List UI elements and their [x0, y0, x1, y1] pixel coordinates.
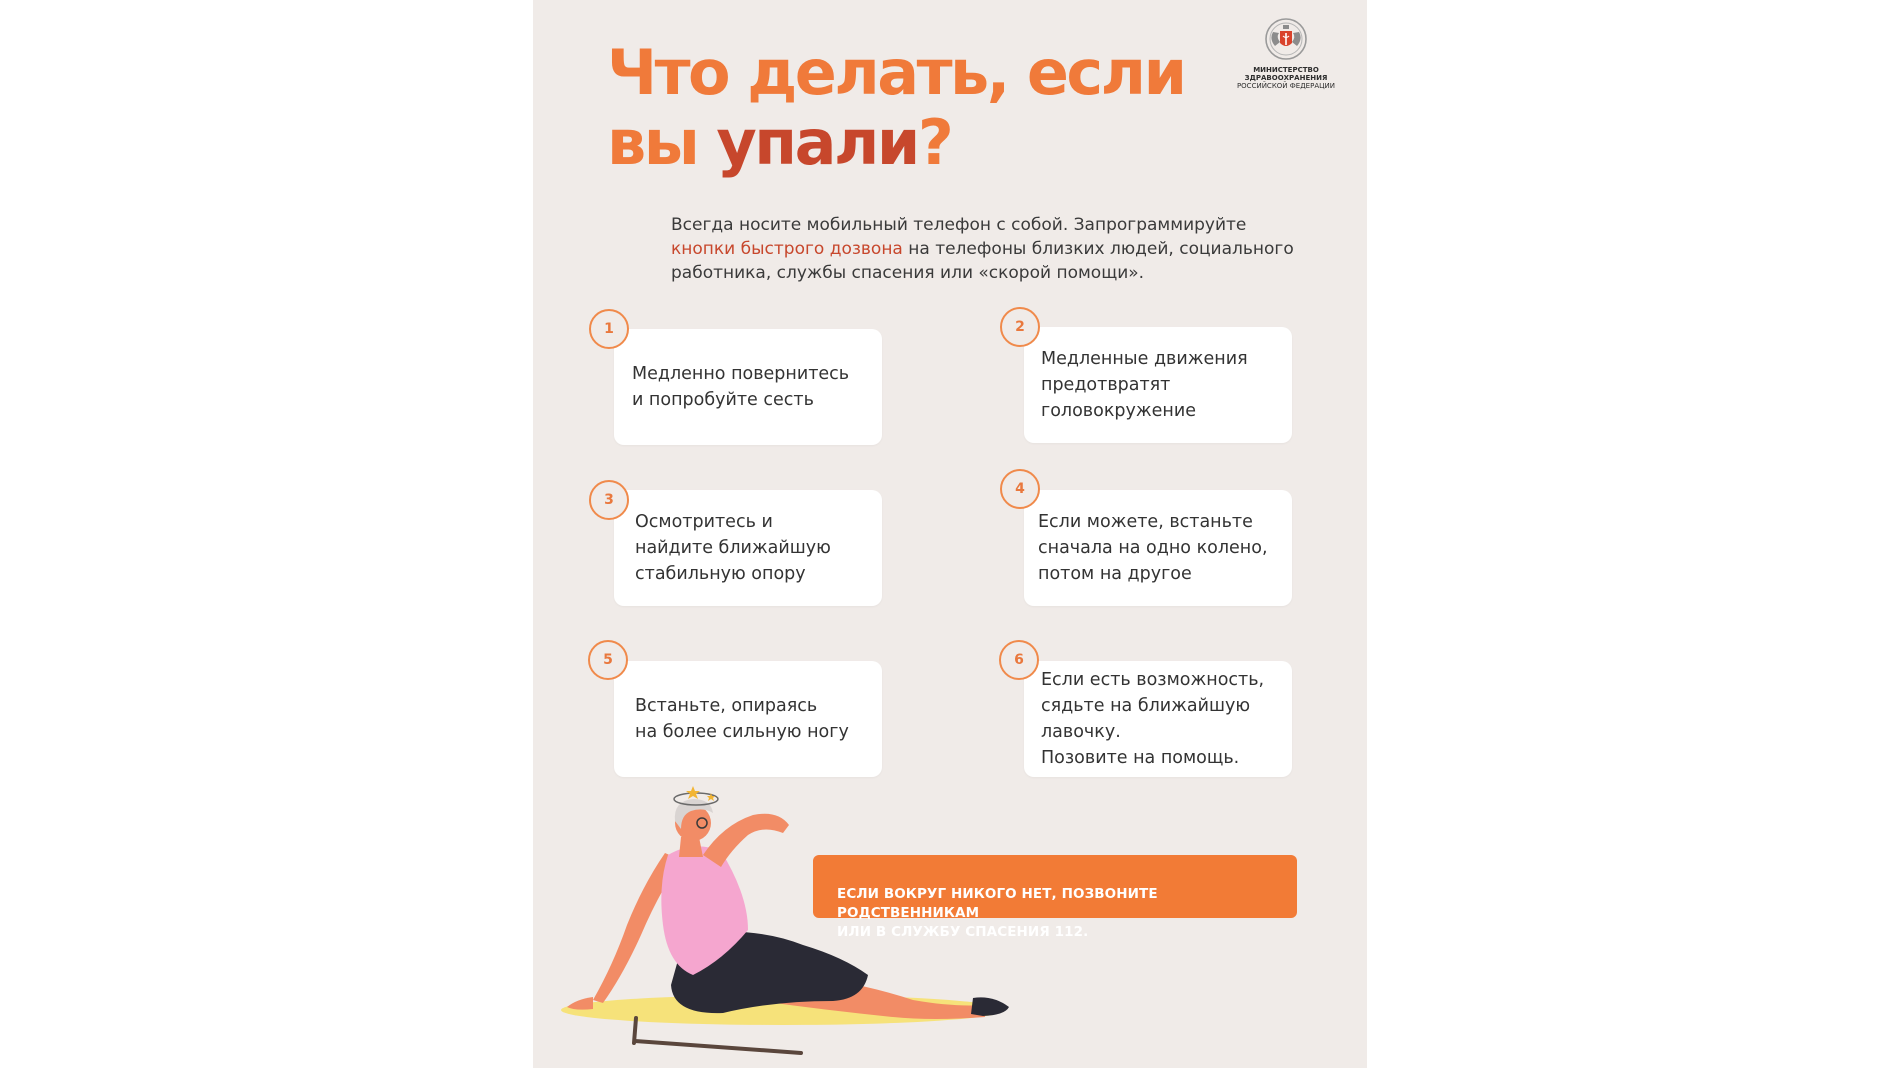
step-card [1024, 490, 1292, 606]
step-card [1024, 661, 1292, 777]
ministry-name-line-1: МИНИСТЕРСТВО [1253, 66, 1319, 74]
ministry-logo [1223, 16, 1349, 90]
step-text: Осмотритесь и найдите ближайшую стабильную опору [635, 512, 831, 584]
emergency-alert-text: ЕСЛИ ВОКРУГ НИКОГО НЕТ, ПОЗВОНИТЕ РОДСТВЕННИКАМ ИЛИ В СЛУЖБУ СПАСЕНИЯ 112. [837, 886, 1158, 940]
intro-highlight: кнопки быстрого дозвона [671, 239, 903, 259]
step-card [1024, 327, 1292, 443]
hand [567, 997, 593, 1010]
step-text: Медленные движения предотвратят головокружение [1041, 349, 1248, 421]
step-number-badge: 6 [999, 640, 1039, 680]
intro-part-2: на телефоны близких людей, социального работника, службы спасения или «скорой помощи». [671, 239, 1294, 283]
step-text: Если можете, встаньте сначала на одно колено, потом на другое [1038, 512, 1268, 584]
step-number-badge: 5 [588, 640, 628, 680]
raised-arm [703, 814, 789, 867]
step-text: Встаньте, опираясь на более сильную ногу [635, 696, 849, 742]
ministry-country: РОССИЙСКОЙ ФЕДЕРАЦИИ [1236, 82, 1336, 90]
shoe-icon [971, 997, 1009, 1016]
ministry-name [1223, 66, 1349, 82]
step-number-badge: 4 [1000, 469, 1040, 509]
step-card [614, 329, 882, 445]
intro-part-1: Всегда носите мобильный телефон с собой. Запрограммируйте [671, 215, 1247, 235]
step-card [614, 490, 882, 606]
title-line-2-prefix: вы [607, 106, 717, 179]
step-text: Медленно повернитесь и попробуйте сесть [632, 364, 850, 410]
step-number-badge: 1 [589, 309, 629, 349]
poster [533, 0, 1367, 1068]
step-number-badge: 2 [1000, 307, 1040, 347]
step-card [614, 661, 882, 777]
title-line-2-suffix: ? [917, 106, 952, 179]
step-text: Если есть возможность, сядьте на ближайшую лавочку. Позовите на помощь. [1041, 670, 1265, 768]
ministry-name-line-2: ЗДРАВООХРАНЕНИЯ [1244, 74, 1328, 82]
title-accent: упали [716, 106, 918, 179]
step-number-badge: 3 [589, 480, 629, 520]
title-line-1: Что делать, если [607, 36, 1185, 109]
page-title [607, 38, 1185, 178]
emblem-icon [1263, 16, 1309, 62]
star-icon [686, 786, 700, 799]
fallen-woman-illustration [553, 785, 1073, 1065]
intro-text [671, 213, 1331, 285]
